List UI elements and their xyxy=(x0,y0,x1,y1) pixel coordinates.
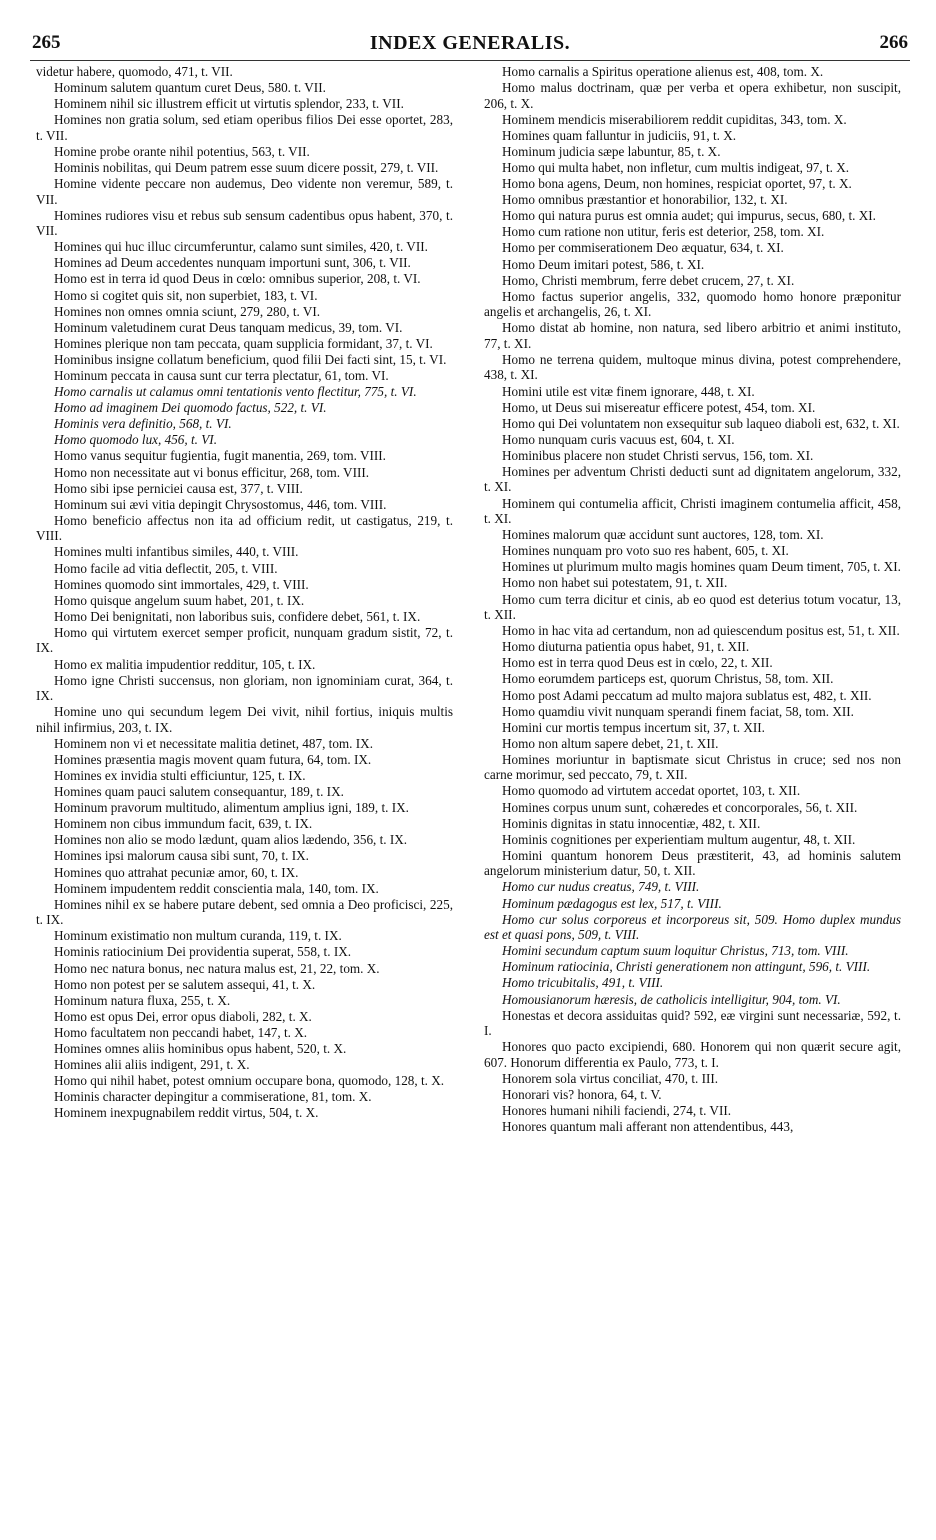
index-entry: Homo qui virtutem exercet semper proficit, nunquam gradum sistit, 72, t. IX. xyxy=(36,624,453,656)
index-entry: Homines corpus unum sunt, cohæredes et concorporales, 56, t. XII. xyxy=(502,799,858,815)
index-entry: Homo vanus sequitur fugientia, fugit manentia, 269, tom. VIII. xyxy=(54,448,386,464)
index-entry: Homo non altum sapere debet, 21, t. XII. xyxy=(502,735,719,751)
index-entry: Homines quo attrahat pecuniæ amor, 60, t. IX. xyxy=(54,864,299,880)
index-entry: Homo Deum imitari potest, 586, t. XI. xyxy=(502,256,705,272)
index-entry: Honores quantum mali afferant non attendentibus, 443, xyxy=(502,1119,794,1135)
index-entry: Hominum pravorum multitudo, alimentum amplius igni, 189, t. IX. xyxy=(54,800,409,816)
index-entry: Homo est in terra id quod Deus in cœlo: omnibus superior, 208, t. VI. xyxy=(54,271,421,287)
index-entry: Homine probe orante nihil potentius, 563, t. VII. xyxy=(54,143,310,159)
index-entry: Homines alii aliis indigent, 291, t. X. xyxy=(54,1057,250,1073)
index-entry: Hominem qui contumelia afficit, Christi imaginem contumelia afficit, 458, t. XI. xyxy=(484,495,901,527)
index-entry: Hominum valetudinem curat Deus tanquam medicus, 39, tom. VI. xyxy=(54,319,403,335)
index-entry: videtur habere, quomodo, 471, t. VII. xyxy=(36,64,233,79)
index-entry: Homo qui multa habet, non infletur, cum multis indigeat, 97, t. X. xyxy=(502,159,850,175)
index-entry: Homo est in terra quod Deus est in cœlo, 22, t. XII. xyxy=(502,655,773,671)
index-entry: Homo malus doctrinam, quæ per verba et opera exhibetur, non suscipit, 206, t. X. xyxy=(484,80,901,111)
index-entry: Homines non gratia solum, sed etiam operibus filios Dei esse oportet, 283, t. VII. xyxy=(36,112,453,143)
index-entry: Homines præsentia magis movent quam futura, 64, tom. IX. xyxy=(54,751,372,767)
index-entry: Homines nunquam pro voto suo res habent, 605, t. XI. xyxy=(502,543,789,559)
index-entry: Hominis vera definitio, 568, t. VI. xyxy=(54,416,232,432)
index-entry: Homini quantum honorem Deus præstiterit, 43, ad hominis salutem angelorum ministerium datur, 50, t. XII. xyxy=(484,847,901,879)
index-entry: Homini secundum captum suum loquitur Christus, 713, tom. VIII. xyxy=(502,943,849,959)
index-entry: Homines qui huc illuc circumferuntur, calamo sunt similes, 420, t. VII. xyxy=(54,239,428,255)
index-entry: Homini utile est vitæ finem ignorare, 448, t. XI. xyxy=(502,383,755,399)
index-entry: Homines ad Deum accedentes nunquam importuni sunt, 306, t. VII. xyxy=(54,255,411,271)
index-entry: Homo si cogitet quis sit, non superbiet, 183, t. VI. xyxy=(54,287,318,303)
index-entry: Homo distat ab homine, non natura, sed libero arbitrio et animi instituto, 77, t. XI. xyxy=(484,320,901,351)
index-entry: Hominis nobilitas, qui Deum patrem esse suum dicere possit, 279, t. VII. xyxy=(54,159,439,175)
index-entry: Homo diuturna patientia opus habet, 91, t. XII. xyxy=(502,639,750,655)
index-entry: Homo qui nihil habet, potest omnium occupare bona, quomodo, 128, t. X. xyxy=(54,1073,445,1089)
index-entry: Homini cur mortis tempus incertum sit, 37, t. XII. xyxy=(502,719,765,735)
index-entry: Hominibus insigne collatum beneficium, quod filii Dei facti sint, 15, t. VI. xyxy=(54,351,447,367)
index-entry: Hominem non vi et necessitate malitia detinet, 487, tom. IX. xyxy=(54,735,373,751)
index-entry: Homines nihil ex se habere putare debent, sed omnia a Deo proficisci, 225, t. IX. xyxy=(36,896,453,928)
index-entry: Homo beneficio affectus non ita ad officium redit, ut castigatus, 219, t. VIII. xyxy=(36,512,453,544)
index-entry: Homo post Adami peccatum ad multo majora sublatus est, 482, t. XII. xyxy=(502,687,872,703)
index-entry: Homo sibi ipse perniciei causa est, 377, t. VIII. xyxy=(54,480,303,496)
index-entry: Homo quomodo lux, 456, t. VI. xyxy=(54,432,217,448)
page-header xyxy=(32,32,908,58)
index-entry: Homines non omnes omnia sciunt, 279, 280, t. VI. xyxy=(54,303,321,319)
index-entry: Homo ne terrena quidem, multoque minus divina, potest comprehendere, 438, t. XI. xyxy=(484,351,901,383)
index-entry: Homo facile ad vitia deflectit, 205, t. VIII. xyxy=(54,560,278,576)
index-entry: Hominum natura fluxa, 255, t. X. xyxy=(54,992,231,1008)
index-entry: Homo ex malitia impudentior redditur, 105, t. IX. xyxy=(54,656,316,672)
index-entry: Homo nunquam curis vacuus est, 604, t. XI. xyxy=(502,431,735,447)
page-number-right: 266 xyxy=(879,32,908,53)
index-entry: Homo quomodo ad virtutem accedat oportet, 103, t. XII. xyxy=(502,783,801,799)
index-entry: Hominis character depingitur a commiseratione, 81, tom. X. xyxy=(54,1089,372,1105)
index-entry: Hominum salutem quantum curet Deus, 580. t. VII. xyxy=(54,80,326,96)
index-entry: Homo in hac vita ad certandum, non ad quiescendum positus est, 51, t. XII. xyxy=(502,623,900,639)
index-entry: Homo Dei benignitati, non laboribus suis, confidere debet, 561, t. IX. xyxy=(54,608,421,624)
index-entry: Homo omnibus præstantior et honorabilior, 132, t. XI. xyxy=(502,192,788,208)
index-entry: Homines ut plurimum multo magis homines quam Deum timent, 705, t. XI. xyxy=(502,559,901,575)
index-entry: Hominum pædagogus est lex, 517, t. VIII. xyxy=(502,895,722,911)
index-entry: Homo cum ratione non utitur, feris est deterior, 258, tom. XI. xyxy=(502,224,825,240)
index-entry: Hominem non cibus immundum facit, 639, t. IX. xyxy=(54,816,313,832)
index-entry: Honestas et decora assiduitas quid? 592, eæ virgini sunt necessariæ, 592, t. I. xyxy=(484,1007,901,1039)
index-entry: Hominem inexpugnabilem reddit virtus, 504, t. X. xyxy=(54,1105,319,1121)
index-entry: Hominem mendicis miserabiliorem reddit cupiditas, 343, tom. X. xyxy=(502,111,847,127)
index-entry: Homines moriuntur in baptismate sicut Christus in cruce; sed nos non carne morimur, sed peccato, 79, t. XII. xyxy=(484,751,901,783)
index-entry: Homines malorum quæ accidunt sunt auctores, 128, tom. XI. xyxy=(502,527,824,543)
index-entry: Homo qui natura purus est omnia audet; qui impurus, secus, 680, t. XI. xyxy=(502,208,876,224)
index-entry: Homo cur solus corporeus et incorporeus sit, 509. Homo duplex mundus est et quasi pons, 509, t. VIII. xyxy=(484,911,901,943)
index-entry: Homo non potest per se salutem assequi, 41, t. X. xyxy=(54,976,316,992)
index-entry: Homo quamdiu vivit nunquam sperandi finem faciat, 58, tom. XII. xyxy=(502,703,854,719)
index-entry: Hominis dignitas in statu innocentiæ, 482, t. XII. xyxy=(502,815,761,831)
index-entry: Hominis cognitiones per experientiam multum augentur, 48, t. XII. xyxy=(502,831,856,847)
index-entry: Homo carnalis ut calamus omni tentationis vento flectitur, 775, t. VI. xyxy=(54,384,417,400)
index-entry: Hominis ratiocinium Dei providentia superat, 558, t. IX. xyxy=(54,944,352,960)
index-entry: Homines quomodo sint immortales, 429, t. VIII. xyxy=(54,576,309,592)
index-entry: Homo nec natura bonus, nec natura malus est, 21, 22, tom. X. xyxy=(54,960,380,976)
index-entry: Homine vidente peccare non audemus, Deo vidente non veremur, 589, t. VII. xyxy=(36,176,453,207)
index-entry: Hominem impudentem reddit conscientia mala, 140, tom. IX. xyxy=(54,880,379,896)
index-entry: Honorem sola virtus conciliat, 470, t. III. xyxy=(502,1070,719,1086)
index-entry: Homo bona agens, Deum, non homines, respiciat oportet, 97, t. X. xyxy=(502,176,852,192)
index-entry: Hominibus placere non studet Christi servus, 156, tom. XI. xyxy=(502,447,814,463)
index-entry: Homo igne Christi succensus, non gloriam, non ignominiam curat, 364, t. IX. xyxy=(36,672,453,704)
index-entry: Homo tricubitalis, 491, t. VIII. xyxy=(502,975,664,991)
index-entry: Homo cur nudus creatus, 749, t. VIII. xyxy=(502,879,700,895)
index-entry: Homousianorum hæresis, de catholicis intelligitur, 904, tom. VI. xyxy=(502,991,841,1007)
index-entry: Homines ex invidia stulti efficiuntur, 125, t. IX. xyxy=(54,767,306,783)
index-entry: Homo est opus Dei, error opus diaboli, 282, t. X. xyxy=(54,1008,312,1024)
page-title: INDEX GENERALIS. xyxy=(369,32,571,54)
index-entry: Homines plerique non tam peccata, quam supplicia formidant, 37, t. VI. xyxy=(54,335,433,351)
index-entry: Homo factus superior angelis, 332, quomodo homo honore præponitur angelis et archangelis, 26, t. XI. xyxy=(484,288,901,320)
index-entry: Hominum peccata in causa sunt cur terra plectatur, 61, tom. VI. xyxy=(54,368,389,383)
index-entry: Hominem nihil sic illustrem efficit ut virtutis splendor, 233, t. VII. xyxy=(54,96,404,112)
index-entry: Homo carnalis a Spiritus operatione alienus est, 408, tom. X. xyxy=(502,64,824,79)
index-entry: Homines multi infantibus similes, 440, t. VIII. xyxy=(54,544,299,560)
index-entry: Homo cum terra dicitur et cinis, ab eo quod est deterius totum vocatur, 13, t. XII. xyxy=(484,591,901,623)
index-entry: Homo facultatem non peccandi habet, 147, t. X. xyxy=(54,1024,308,1040)
page-number-left: 265 xyxy=(32,32,61,53)
index-entry: Homo eorumdem particeps est, quorum Christus, 58, tom. XII. xyxy=(502,671,834,687)
index-entry: Homines per adventum Christi deducti sunt ad dignitatem angelorum, 332, t. XI. xyxy=(484,463,901,495)
index-entry: Homines rudiores visu et rebus sub sensum cadentibus opus habent, 370, t. VII. xyxy=(36,207,453,239)
index-entry: Honorari vis? honora, 64, t. V. xyxy=(502,1086,662,1102)
index-entry: Homines ipsi malorum causa sibi sunt, 70, t. IX. xyxy=(54,848,309,864)
index-entry: Homo quisque angelum suum habet, 201, t. IX. xyxy=(54,592,305,608)
index-entry: Homines quam pauci salutem consequantur, 189, t. IX. xyxy=(54,784,344,800)
index-entry: Homo qui Dei voluntatem non exsequitur sub laqueo diaboli est, 632, t. XI. xyxy=(502,415,900,431)
index-entry: Hominum sui ævi vitia depingit Chrysostomus, 446, tom. VIII. xyxy=(54,496,387,512)
index-entry: Homo, ut Deus sui misereatur efficere potest, 454, tom. XI. xyxy=(502,399,816,415)
header-rule xyxy=(30,60,910,61)
index-entry: Homo non necessitate aut vi bonus efficitur, 268, tom. VIII. xyxy=(54,464,370,480)
index-entry: Hominum existimatio non multum curanda, 119, t. IX. xyxy=(54,928,342,944)
index-entry: Homo non habet sui potestatem, 91, t. XII. xyxy=(502,575,728,591)
index-entry: Honores humani nihili faciendi, 274, t. VII. xyxy=(502,1102,732,1118)
index-entry: Homines omnes aliis hominibus opus habent, 520, t. X. xyxy=(54,1040,347,1056)
index-entry: Honores quo pacto excipiendi, 680. Honorem qui non quærit secure agit, 607. Honorum differentia ex Paulo, 773, t. I. xyxy=(484,1039,901,1070)
index-entry: Homo ad imaginem Dei quomodo factus, 522, t. VI. xyxy=(54,400,327,416)
index-entry: Homo per commiserationem Deo æquatur, 634, t. XI. xyxy=(502,240,784,256)
index-entry: Homine uno qui secundum legem Dei vivit, nihil fortius, iniquis multis nihil infirmius, 203, t. IX. xyxy=(36,704,453,735)
right-column xyxy=(484,64,901,1135)
index-entry: Hominum ratiocinia, Christi generationem non attingunt, 596, t. VIII. xyxy=(502,959,871,975)
index-entry: Homo, Christi membrum, ferre debet crucem, 27, t. XI. xyxy=(502,272,795,288)
left-column xyxy=(36,64,453,1121)
index-entry: Homines non alio se modo lædunt, quam alios lædendo, 356, t. IX. xyxy=(54,832,408,848)
index-entry: Hominum judicia sæpe labuntur, 85, t. X. xyxy=(502,143,721,159)
index-entry: Homines quam falluntur in judiciis, 91, t. X. xyxy=(502,127,737,143)
